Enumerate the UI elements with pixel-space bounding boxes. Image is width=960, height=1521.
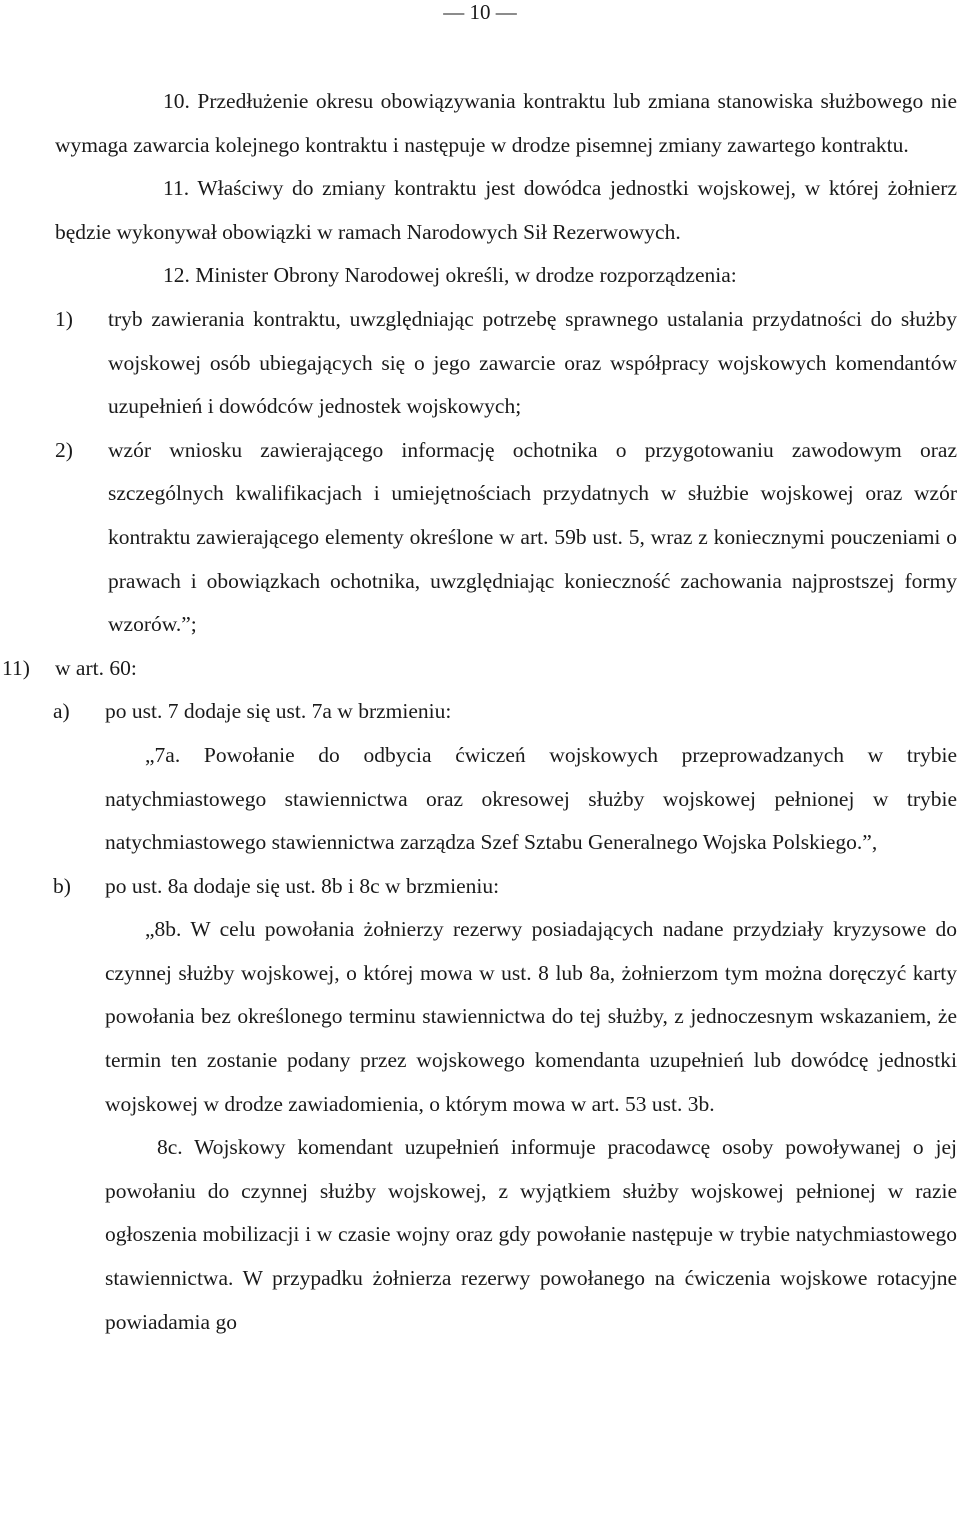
point-text: tryb zawierania kontraktu, uwzględniając potrzebę sprawnego ustalania przydatności do służby wojskowej osób ubiegających się o jego zawarcie oraz współpracy wojskowych komendantów uzupełnień i dowódców jednostek wojskowych; bbox=[108, 306, 957, 419]
point-2 bbox=[55, 429, 957, 647]
letter-b bbox=[53, 865, 957, 909]
page-number: — 10 — bbox=[443, 0, 517, 24]
quote-7a: „7a. Powołanie do odbycia ćwiczeń wojskowych przeprowadzanych w trybie natychmiastowego stawiennictwa oraz okresowej służby wojskowej pełnionej w trybie natychmiastowego stawiennictwa zarządza Szef Sztabu Generalnego Wojska Polskiego.”, bbox=[105, 742, 957, 855]
amendment-marker: 11) bbox=[2, 655, 30, 680]
letter-text: po ust. 7 dodaje się ust. 7a w brzmieniu: bbox=[105, 699, 452, 724]
document-body bbox=[0, 80, 960, 1344]
point-1 bbox=[55, 298, 957, 429]
paragraph-10: 10. Przedłużenie okresu obowiązywania kontraktu lub zmiana stanowiska służbowego nie wymaga zawarcia kolejnego kontraktu i następuje w drodze pisemnej zmiany zawartego kontraktu. bbox=[55, 89, 957, 157]
letter-text: po ust. 8a dodaje się ust. 8b i 8c w brzmieniu: bbox=[105, 873, 500, 898]
paragraph-11: 11. Właściwy do zmiany kontraktu jest dowódca jednostki wojskowej, w której żołnierz będzie wykonywał obowiązki w ramach Narodowych Sił Rezerwowych. bbox=[55, 176, 957, 244]
letter-a bbox=[53, 690, 957, 734]
point-marker: 2) bbox=[55, 437, 73, 462]
quote-8c: 8c. Wojskowy komendant uzupełnień informuje pracodawcę osoby powoływanej o jej powołaniu do czynnej służby wojskowej, z wyjątkiem służby wojskowej pełnionej w razie ogłoszenia mobilizacji i w czasie wojny oraz gdy powołanie następuje w trybie natychmiastowego stawiennictwa. W przypadku żołnierza rezerwy powołanego na ćwiczenia wojskowe rotacyjne powiadamia go bbox=[105, 1135, 957, 1334]
letter-marker: b) bbox=[53, 873, 71, 898]
amendment-11 bbox=[2, 647, 957, 691]
point-text: wzór wniosku zawierającego informację ochotnika o przygotowaniu zawodowym oraz szczególnych kwalifikacjach i umiejętnościach przydatnych w służbie wojskowej oraz wzór kontraktu zawierającego elementy określone w art. 59b ust. 5, wraz z koniecznymi pouczeniami o prawach i obowiązkach ochotnika, uwzględniając konieczność zachowania najprostszej formy wzorów.”; bbox=[108, 437, 957, 637]
quote-8b: „8b. W celu powołania żołnierzy rezerwy posiadających nadane przydziały kryzysowe do czynnej służby wojskowej, o której mowa w ust. 8 lub 8a, żołnierzom tym można doręczyć karty powołania bez określonego terminu stawiennictwa do tej służby, z jednoczesnym wskazaniem, że termin ten zostanie podany przez wojskowego komendanta uzupełnień lub dowódcę jednostki wojskowej w drodze zawiadomienia, o którym mowa w art. 53 ust. 3b. bbox=[105, 917, 957, 1116]
letter-marker: a) bbox=[53, 699, 70, 724]
point-marker: 1) bbox=[55, 306, 73, 331]
paragraph-12: 12. Minister Obrony Narodowej określi, w drodze rozporządzenia: bbox=[163, 263, 737, 288]
amendment-text: w art. 60: bbox=[55, 655, 137, 680]
